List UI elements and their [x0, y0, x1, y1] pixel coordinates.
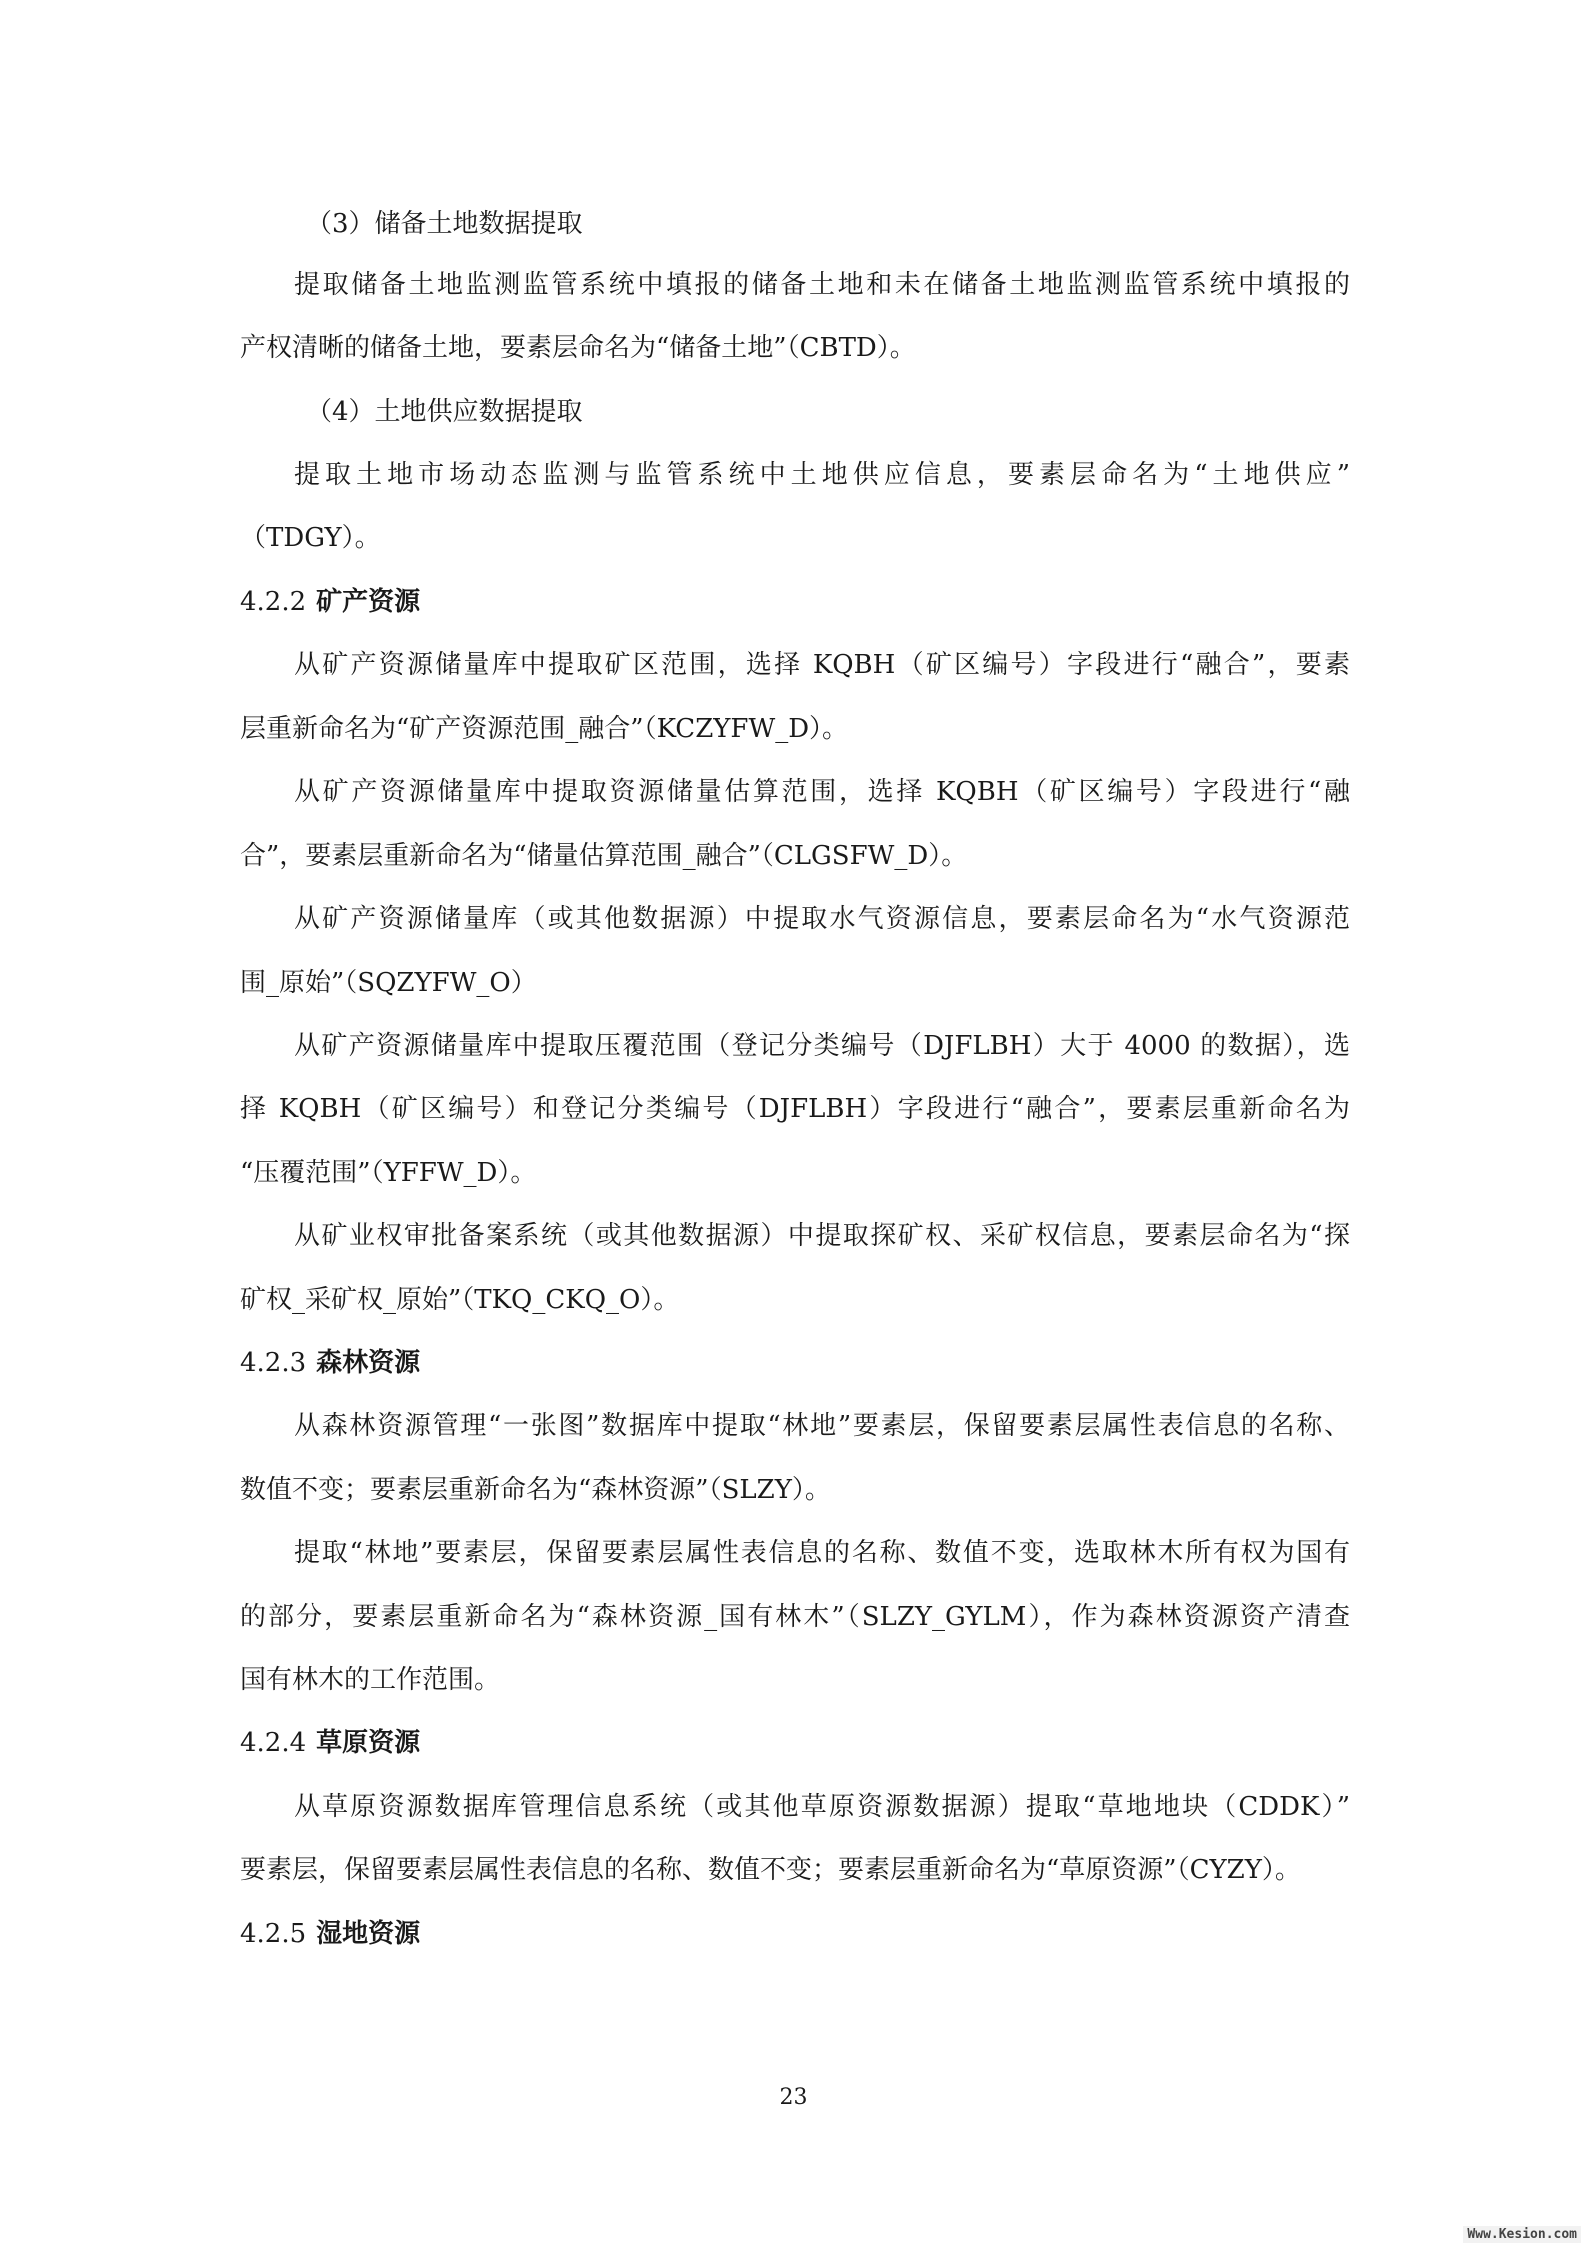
paragraph-line: 从草原资源数据库管理信息系统（或其他草原资源数据源）提取“草地地块（CDDK）”	[294, 1792, 1350, 1822]
paragraph-line: 的部分，要素层重新命名为“森林资源_国有林木”（SLZY_GYLM），作为森林资源资产清查	[240, 1602, 1350, 1632]
paragraph-line: 从矿产资源储量库（或其他数据源）中提取水气资源信息，要素层命名为“水气资源范	[294, 904, 1350, 934]
paragraph-line: 产权清晰的储备土地，要素层命名为“储备土地”（CBTD）。	[240, 333, 916, 363]
heading-4-2-2	[240, 582, 1350, 622]
paragraph-line: 从矿产资源储量库中提取资源储量估算范围，选择 KQBH（矿区编号）字段进行“融	[294, 777, 1350, 807]
paragraph-line: 围_原始”（SQZYFW_O）	[240, 968, 537, 998]
paragraph-line: 从矿业权审批备案系统（或其他数据源）中提取探矿权、采矿权信息，要素层命名为“探	[294, 1221, 1350, 1251]
paragraph-line: 国有林木的工作范围。	[240, 1665, 501, 1695]
paragraph-line: 矿权_采矿权_原始”（TKQ_CKQ_O）。	[240, 1285, 680, 1315]
heading-title: 湿地资源	[316, 1919, 421, 1949]
paragraph-line: 提取“林地”要素层，保留要素层属性表信息的名称、数值不变，选取林木所有权为国有	[294, 1538, 1350, 1568]
watermark: Www.Kesion.com	[1463, 2226, 1581, 2243]
paragraph-line: 数值不变；要素层重新命名为“森林资源”（SLZY）。	[240, 1475, 831, 1505]
heading-title: 森林资源	[316, 1348, 421, 1378]
heading-number: 4.2.3	[240, 1348, 307, 1378]
section-title-reserve-land: （3）储备土地数据提取	[306, 209, 583, 239]
section-title-land-supply: （4）土地供应数据提取	[306, 397, 583, 427]
heading-number: 4.2.5	[240, 1919, 307, 1949]
heading-4-2-3	[240, 1343, 1350, 1383]
paragraph-line: 从矿产资源储量库中提取压覆范围（登记分类编号（DJFLBH）大于 4000 的数据），选	[294, 1031, 1350, 1061]
paragraph-line: 从森林资源管理“一张图”数据库中提取“林地”要素层，保留要素层属性表信息的名称、	[294, 1411, 1350, 1441]
paragraph-line: （TDGY）。	[240, 523, 381, 553]
paragraph-line: 提取土地市场动态监测与监管系统中土地供应信息，要素层命名为“土地供应”	[294, 460, 1350, 490]
heading-4-2-4	[240, 1723, 1350, 1763]
paragraph-line: 提取储备土地监测监管系统中填报的储备土地和未在储备土地监测监管系统中填报的	[294, 270, 1350, 300]
heading-number: 4.2.2	[240, 587, 307, 617]
paragraph-line: 合”，要素层重新命名为“储量估算范围_融合”（CLGSFW_D）。	[240, 841, 968, 871]
heading-title: 草原资源	[316, 1728, 421, 1758]
heading-title: 矿产资源	[316, 587, 421, 617]
heading-4-2-5	[240, 1914, 1350, 1954]
paragraph-line: 择 KQBH（矿区编号）和登记分类编号（DJFLBH）字段进行“融合”，要素层重新命名为	[240, 1094, 1350, 1124]
paragraph-line: “压覆范围”（YFFW_D）。	[240, 1158, 537, 1188]
page-number: 23	[779, 2085, 808, 2110]
paragraph-line: 层重新命名为“矿产资源范围_融合”（KCZYFW_D）。	[240, 714, 849, 744]
heading-number: 4.2.4	[240, 1728, 307, 1758]
paragraph-line: 从矿产资源储量库中提取矿区范围，选择 KQBH（矿区编号）字段进行“融合”，要素	[294, 650, 1350, 680]
paragraph-line: 要素层，保留要素层属性表信息的名称、数值不变；要素层重新命名为“草原资源”（CYZY）。	[240, 1855, 1301, 1885]
